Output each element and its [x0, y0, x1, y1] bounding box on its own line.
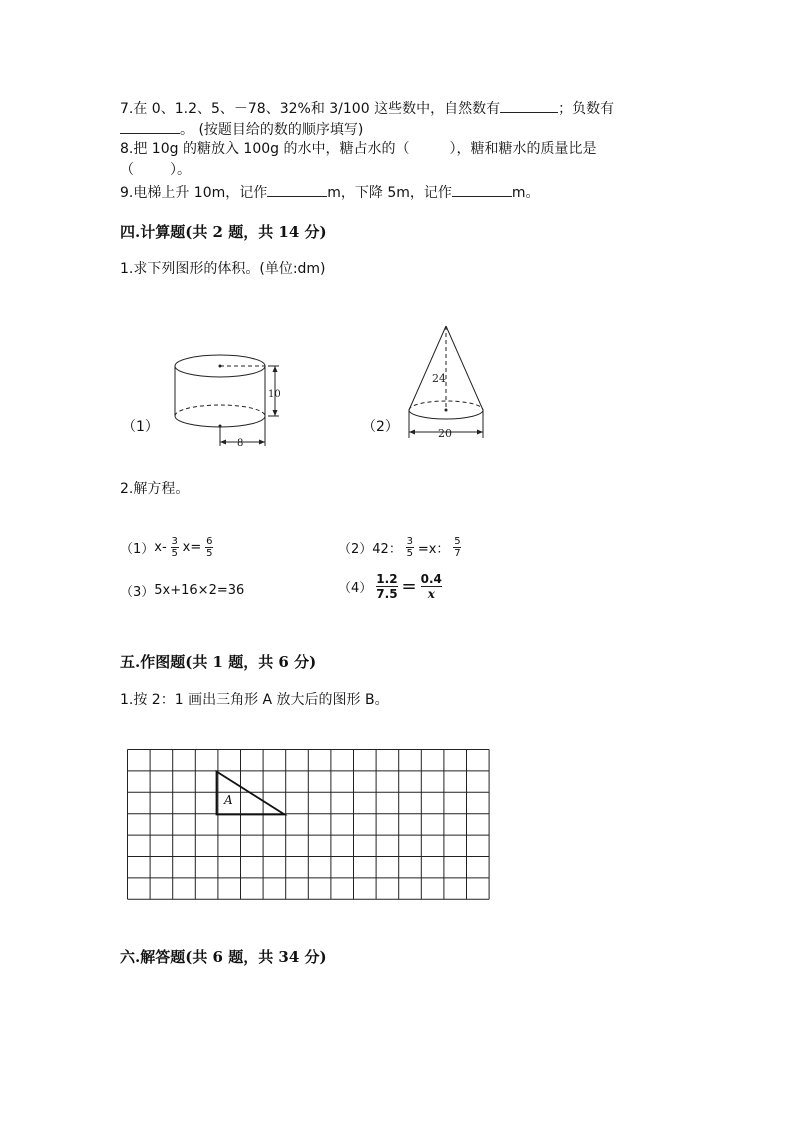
triangle-a-label: A: [224, 793, 233, 807]
section-4-question-2: 2.解方程。: [120, 481, 190, 497]
eq1-pre: x-: [154, 540, 167, 555]
equation-3: [120, 581, 244, 600]
q9-text-b: m，下降 5m，记作: [327, 185, 452, 201]
question-7-line-1: [120, 98, 614, 118]
eq2-fraction-2: [453, 536, 461, 559]
q9-text-c: m。: [511, 185, 540, 201]
eq1-f2-num: 6: [206, 536, 213, 547]
question-7-line-2: [120, 119, 363, 139]
equation-1: [120, 536, 217, 559]
q7-natural-blank[interactable]: [500, 98, 558, 113]
eq3-text: 5x+16×2=36: [154, 583, 245, 598]
cylinder-figure: [165, 340, 295, 455]
eq4-f2-den: x: [427, 587, 435, 601]
eq4-fraction-2: [421, 572, 442, 601]
figure-1-label: （1）: [122, 419, 159, 435]
section-5-question-1: 1.按 2：1 画出三角形 A 放大后的图形 B。: [120, 692, 389, 708]
eq4-label: （4）: [338, 581, 373, 596]
q7-negative-blank[interactable]: [120, 119, 180, 134]
eq1-fraction-2: [205, 536, 213, 559]
q8-close: ）。: [170, 162, 191, 178]
q9-blank-1[interactable]: [267, 182, 327, 197]
eq2-label: （2）: [338, 542, 373, 557]
eq2-f2-num: 5: [454, 536, 461, 547]
eq4-equals: =: [401, 576, 417, 597]
figure-2-label: （2）: [362, 419, 399, 435]
eq4-f2-num: 0.4: [420, 572, 442, 586]
cone-figure: [400, 320, 495, 445]
section-5-title: 五.作图题(共 1 题，共 6 分): [120, 653, 317, 671]
equation-4: [338, 572, 446, 601]
cone-diameter-label: 20: [438, 427, 452, 440]
section-4-title: 四.计算题(共 2 题，共 14 分): [120, 223, 327, 241]
eq1-f1-den: 5: [171, 548, 178, 559]
eq2-f1-num: 3: [406, 536, 414, 547]
eq2-pre: 42：: [372, 542, 402, 557]
eq2-f2-den: 7: [454, 548, 461, 559]
eq4-f1-den: 7.5: [376, 587, 398, 601]
equation-2: [338, 536, 465, 559]
q8-text: 8.把 10g 的糖放入 100g 的水中，糖占水的（: [120, 141, 410, 157]
drawing-grid[interactable]: [126, 748, 490, 902]
eq2-mid: =x：: [417, 542, 450, 557]
eq3-label: （3）: [120, 585, 155, 600]
cone-height-label: 24: [432, 372, 446, 385]
eq1-f1-num: 3: [171, 536, 178, 547]
eq4-f1-num: 1.2: [376, 572, 398, 586]
section-4-question-1: 1.求下列图形的体积。(单位:dm): [120, 261, 326, 277]
q7-text-b: ；负数有: [558, 101, 615, 117]
q8-open: （: [120, 162, 134, 178]
q7-text-c: 。 (按题目给的数的顺序填写): [180, 122, 364, 138]
question-8-line-1: [120, 140, 596, 158]
cylinder-height-label: 10: [268, 389, 281, 400]
eq2-f1-den: 5: [406, 548, 414, 559]
section-6-title: 六.解答题(共 6 题，共 34 分): [120, 948, 327, 966]
cylinder-radius-label: 8: [237, 438, 244, 449]
question-9: [120, 182, 540, 202]
eq1-f2-den: 5: [206, 548, 213, 559]
eq1-fraction-1: [171, 536, 179, 559]
q9-blank-2[interactable]: [452, 182, 512, 197]
eq2-fraction-1: [406, 536, 414, 559]
eq1-mid: x=: [182, 540, 202, 555]
q8-text-b: ），糖和糖水的质量比是: [449, 141, 597, 157]
q9-text-a: 9.电梯上升 10m，记作: [120, 185, 268, 201]
eq4-fraction-1: [376, 572, 397, 601]
question-8-line-2: [120, 161, 191, 179]
eq1-label: （1）: [120, 542, 155, 557]
q7-text: 7.在 0、1.2、5、－78、32%和 3/100 这些数中，自然数有: [120, 101, 501, 117]
